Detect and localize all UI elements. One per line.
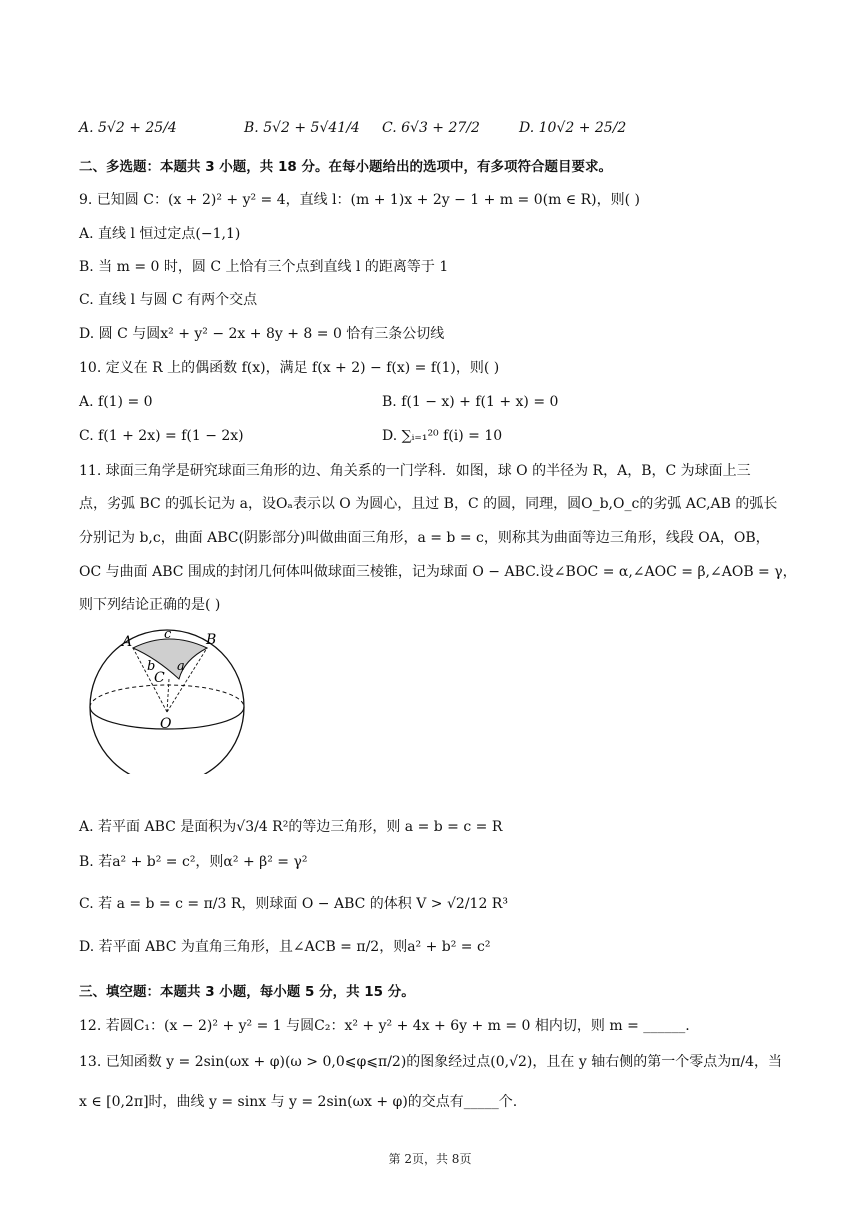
q8-option-a: A. 5√2 + 25/4 — [79, 120, 177, 136]
q11-option-c: C. 若 a = b = c = π/3 R，则球面 O − ABC 的体积 V > √2/12 R³ — [79, 896, 508, 912]
equator-back-dashed — [90, 685, 244, 707]
section-heading-fill-in: 三、填空题：本题共 3 小题，每小题 5 分，共 15 分。 — [79, 984, 415, 1000]
q10-option-b: B. f(1 − x) + f(1 + x) = 0 — [382, 394, 559, 410]
q11-option-a: A. 若平面 ABC 是面积为√3/4 R²的等边三角形，则 a = b = c = R — [79, 819, 503, 835]
label-c-point: C — [154, 670, 165, 686]
page-footer: 第 2页，共 8页 — [388, 1152, 472, 1166]
q8-option-c: C. 6√3 + 27/2 — [382, 120, 480, 136]
q10-option-c: C. f(1 + 2x) = f(1 − 2x) — [79, 428, 244, 444]
q12-stem: 12. 若圆C₁：(x − 2)² + y² = 1 与圆C₂：x² + y² + 4x + 6y + m = 0 相内切，则 m = ______. — [79, 1018, 690, 1034]
label-a-arc: a — [177, 659, 185, 674]
q11-line-3: 分别记为 b,c，曲面 ABC(阴影部分)叫做曲面三角形，a = b = c，则称其为曲面等边三角形，线段 OA，OB， — [79, 530, 770, 546]
sphere-figure — [84, 624, 254, 774]
q9-option-a: A. 直线 l 恒过定点(−1,1) — [79, 226, 241, 242]
q10-option-a: A. f(1) = 0 — [79, 394, 153, 410]
q10-option-d: D. ∑ᵢ₌₁²⁰ f(i) = 10 — [382, 428, 503, 444]
q11-line-2: 点，劣弧 BC 的弧长记为 a，设Oₐ表示以 O 为圆心，且过 B，C 的圆，同理，圆O_b,O_c的劣弧 AC,AB 的弧长 — [79, 496, 778, 512]
segment-oc — [167, 679, 169, 712]
q11-line-1: 11. 球面三角学是研究球面三角形的边、角关系的一门学科．如图，球 O 的半径为 R，A，B，C 为球面上三 — [79, 463, 751, 479]
q9-stem: 9. 已知圆 C：(x + 2)² + y² = 4，直线 l：(m + 1)x + 2y − 1 + m = 0(m ∈ R)，则( ) — [79, 192, 640, 208]
q11-option-d: D. 若平面 ABC 为直角三角形，且∠ACB = π/2，则a² + b² = c² — [79, 939, 491, 955]
label-o-point: O — [160, 716, 172, 732]
q10-stem: 10. 定义在 R 上的偶函数 f(x)，满足 f(x + 2) − f(x) = f(1)，则( ) — [79, 360, 500, 376]
section-heading-multiple-choice: 二、多选题：本题共 3 小题，共 18 分。在每小题给出的选项中，有多项符合题目要求。 — [79, 159, 612, 175]
q11-option-b: B. 若a² + b² = c²，则α² + β² = γ² — [79, 854, 308, 870]
q13-line-1: 13. 已知函数 y = 2sin(ωx + φ)(ω > 0,0⩽φ⩽π/2)的图象经过点(0,√2)，且在 y 轴右侧的第一个零点为π/4，当 — [79, 1054, 783, 1070]
label-b-point: B — [206, 632, 217, 648]
q13-line-2: x ∈ [0,2π]时，曲线 y = sinx 与 y = 2sin(ωx + φ)的交点有_____个. — [79, 1094, 518, 1110]
q11-line-5: 则下列结论正确的是( ) — [79, 597, 221, 613]
q8-option-b: B. 5√2 + 5√41/4 — [244, 120, 360, 136]
q11-line-4: OC 与曲面 ABC 围成的封闭几何体叫做球面三棱锥，记为球面 O − ABC.设∠BOC = α,∠AOC = β,∠AOB = γ， — [79, 564, 797, 580]
label-a-point: A — [122, 634, 133, 650]
curved-triangle-shaded — [133, 639, 207, 679]
q9-option-d: D. 圆 C 与圆x² + y² − 2x + 8y + 8 = 0 恰有三条公切线 — [79, 326, 445, 342]
q9-option-c: C. 直线 l 与圆 C 有两个交点 — [79, 292, 258, 308]
q9-option-b: B. 当 m = 0 时，圆 C 上恰有三个点到直线 l 的距离等于 1 — [79, 259, 449, 275]
q8-option-d: D. 10√2 + 25/2 — [519, 120, 627, 136]
label-b-arc: b — [147, 659, 156, 674]
label-c-arc: c — [164, 627, 172, 642]
